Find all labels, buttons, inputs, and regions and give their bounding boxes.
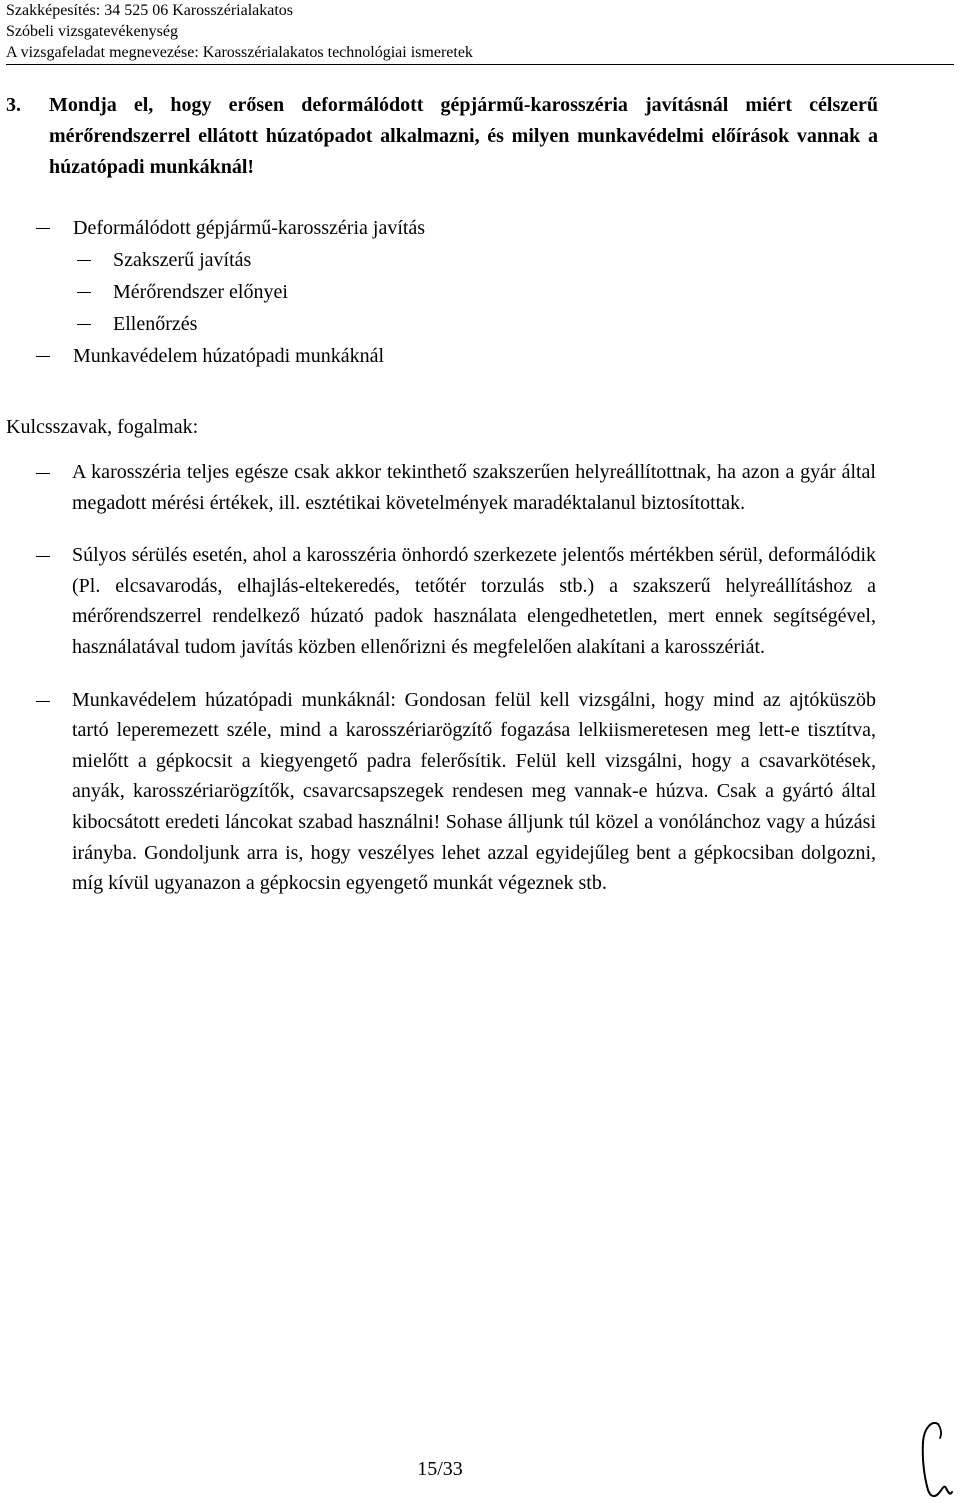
question-block <box>6 90 878 183</box>
answer-text: A karosszéria teljes egésze csak akkor tekinthető szakszerűen helyreállítottnak, ha azon a gyár által megadott mérési értékek, ill. esztétikai követelmények maradéktalanul biztosítottak. <box>72 461 876 514</box>
keywords-heading: Kulcsszavak, fogalmak: <box>6 416 199 438</box>
answer-text: Munkavédelem húzatópadi munkáknál: Gondosan felül kell vizsgálni, hogy mind az ajtóküszöb tartó leperemezett széle, mind a karosszériarögzítő fogazása lelkiismeretesen meg lett-e tisztítva, mielőtt a gépkocsit a kiegyengető padra felerősítik. Felül kell vizsgálni, hogy a csavarkötések, anyák, karosszériarögzítők, csavarcsapszegek rendesen meg vannak-e húzva. Csak a gyártó által kibocsátott eredeti láncokat szabad használni! Sohase álljunk túl közel a vonólánchoz vagy a húzási irányba. Gondoljunk arra is, hogy veszélyes lehet azzal egyidejűleg bent a gépkocsiban dolgozni, míg kívül ugyanazon a gépkocsin egyengető munkát végeznek stb. <box>72 688 876 895</box>
page-number: 15/33 <box>417 1458 463 1480</box>
outline-item-text: Mérőrendszer előnyei <box>113 281 288 303</box>
header-qualification: Szakképesítés: 34 525 06 Karosszérialakatos <box>6 2 294 19</box>
question-text: Mondja el, hogy erősen deformálódott gépjármű-karosszéria javításnál miért célszerű mérőrendszerrel ellátott húzatópadot alkalmazni, és milyen munkavédelmi előírások vannak a húzatópadi munkáknál! <box>49 94 878 178</box>
handwritten-signature <box>914 1418 954 1502</box>
dash-bullet <box>77 260 91 261</box>
header-task-name: A vizsgafeladat megnevezése: Karosszérialakatos technológiai ismeretek <box>6 44 473 61</box>
dash-bullet <box>36 556 50 557</box>
dash-bullet <box>77 324 91 325</box>
header-exam-type: Szóbeli vizsgatevékenység <box>6 23 178 40</box>
answer-paragraph <box>36 540 876 662</box>
answer-text: Súlyos sérülés esetén, ahol a karosszéria önhordó szerkezete jelentős mértékben sérül, deformálódik (Pl. elcsavarodás, elhajlás-eltekeredés, tetőtér torzulás stb.) a szakszerű helyreállításhoz a mérőrendszerrel rendelkező húzató padok használata elengedhetetlen, mert ennek segítségével, használatával tudom javítás közben ellenőrizni és megfelelően alakítani a karosszériát. <box>72 544 876 658</box>
answer-list <box>36 457 876 899</box>
outline-item-text: Deformálódott gépjármű-karosszéria javítás <box>73 217 426 239</box>
outline-item-text: Ellenőrzés <box>113 313 198 335</box>
answer-paragraph <box>36 457 876 518</box>
header-divider <box>6 64 954 65</box>
dash-bullet <box>36 228 50 229</box>
page-header <box>6 0 473 63</box>
question-number: 3. <box>6 94 21 116</box>
outline-item-text: Szakszerű javítás <box>113 249 252 271</box>
answer-paragraph <box>36 685 876 899</box>
dash-bullet <box>36 473 50 474</box>
dash-bullet <box>36 356 50 357</box>
outline-item-text: Munkavédelem húzatópadi munkáknál <box>73 345 385 367</box>
dash-bullet <box>36 701 50 702</box>
dash-bullet <box>77 292 91 293</box>
